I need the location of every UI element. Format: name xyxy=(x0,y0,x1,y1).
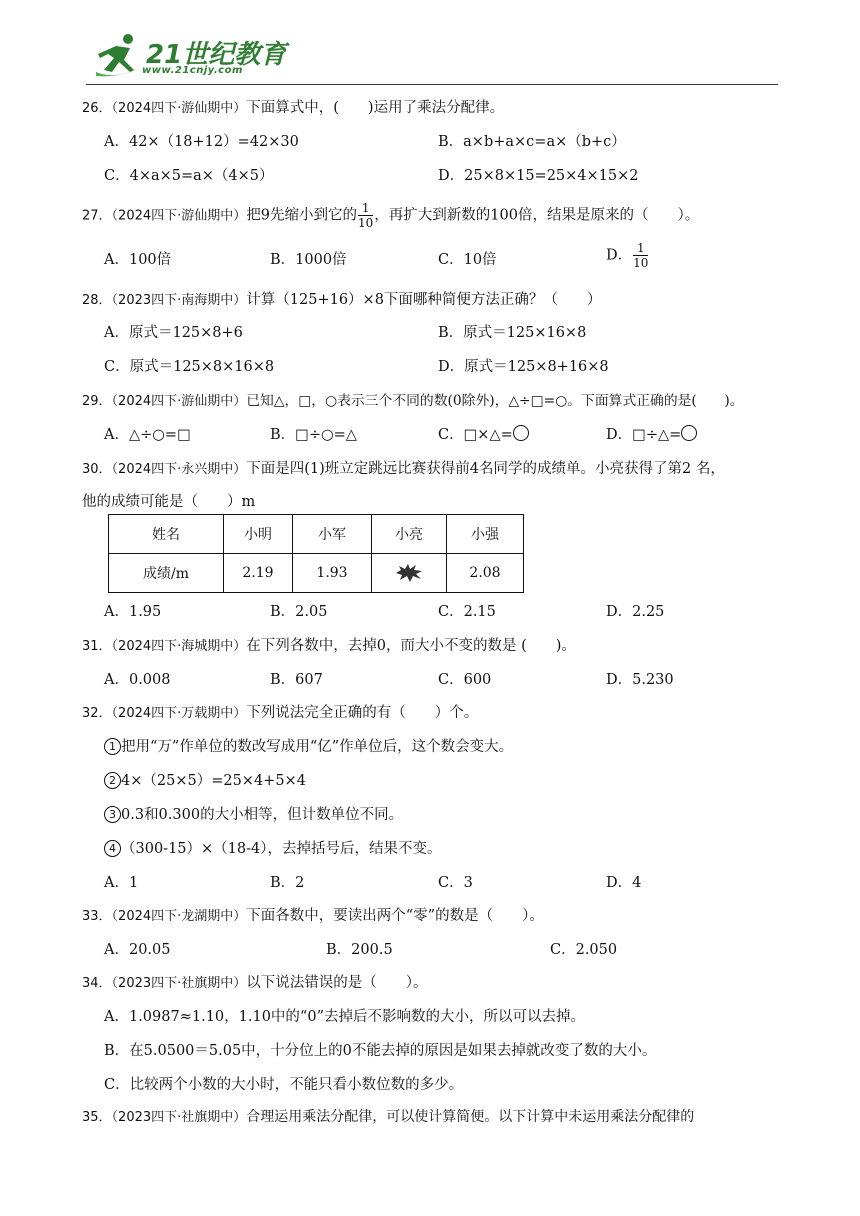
option-33-b[interactable]: B．200.5 xyxy=(326,942,393,958)
option-32-d[interactable]: D．4 xyxy=(606,875,642,891)
circle-icon xyxy=(681,425,697,441)
option-33-c[interactable]: C．2.050 xyxy=(550,942,618,958)
option-26-b[interactable]: B．a×b+a×c=a×（b+c） xyxy=(438,134,626,150)
option-32-a[interactable]: A．1 xyxy=(104,875,139,891)
statement-2: 2 4×（25×5）=25×4+5×4 xyxy=(104,769,306,790)
question-27: 27．（2024四下·游仙期中）把9先缩小到它的 $\frac{1}{10}$ ，再扩大到新数的100倍，结果是原来的（ ）。 xyxy=(82,201,700,230)
question-35: 35．（2023四下·社旗期中）合理运用乘法分配律，可以使计算简便。以下计算中未运用乘法分配律的 xyxy=(82,1109,695,1125)
table-cell-hidden xyxy=(372,554,447,593)
option-33-a[interactable]: A．20.05 xyxy=(104,942,171,958)
question-33: 33．（2024四下·龙湖期中）下面各数中，要读出两个“零”的数是（ ）。 xyxy=(82,908,544,924)
statement-3: 3 0.3和0.300的大小相等，但计数单位不同。 xyxy=(104,803,403,824)
question-28: 28．（2023四下·南海期中）计算（125+16）×8下面哪种简便方法正确？（ ） xyxy=(82,292,602,308)
option-29-c[interactable]: C．□×△= xyxy=(438,423,529,444)
option-26-c[interactable]: C．4×a×5=a×（4×5） xyxy=(104,168,274,184)
option-27-b[interactable]: B．1000倍 xyxy=(270,252,347,268)
option-28-d[interactable]: D．原式＝125×8+16×8 xyxy=(438,359,609,375)
question-32: 32．（2024四下·万载期中）下列说法完全正确的有（ ）个。 xyxy=(82,705,479,721)
table-cell: 成绩/m xyxy=(109,554,224,593)
option-34-b[interactable]: B．在5.0500＝5.05中，十分位上的0不能去掉的原因是如果去掉就改变了数的大小。 xyxy=(104,1043,657,1059)
option-34-a[interactable]: A．1.0987≈1.10，1.10中的“0”去掉后不影响数的大小，所以可以去掉。 xyxy=(104,1009,585,1025)
table-row xyxy=(109,554,524,593)
score-table xyxy=(108,514,524,593)
table-header-cell: 小强 xyxy=(447,515,524,554)
option-28-b[interactable]: B．原式＝125×16×8 xyxy=(438,325,587,341)
option-30-d[interactable]: D．2.25 xyxy=(606,604,665,620)
table-row xyxy=(109,515,524,554)
option-31-a[interactable]: A．0.008 xyxy=(104,672,171,688)
circle-icon xyxy=(513,425,529,441)
brand-logo-text: 21世纪教育 xyxy=(146,40,287,70)
table-cell: 2.19 xyxy=(224,554,293,593)
option-29-a[interactable]: A．△÷○=□ xyxy=(104,427,191,443)
table-header-cell: 姓名 xyxy=(109,515,224,554)
option-26-a[interactable]: A．42×（18+12）=42×30 xyxy=(104,134,299,150)
option-27-a[interactable]: A．100倍 xyxy=(104,252,172,268)
ink-blot-icon xyxy=(394,564,424,582)
option-31-d[interactable]: D．5.230 xyxy=(606,672,674,688)
question-34: 34．（2023四下·社旗期中）以下说法错误的是（ ）。 xyxy=(82,975,428,991)
option-31-c[interactable]: C．600 xyxy=(438,672,492,688)
question-30-line2: 他的成绩可能是（ ）m xyxy=(82,494,256,510)
option-32-c[interactable]: C．3 xyxy=(438,875,473,891)
table-header-cell: 小明 xyxy=(224,515,293,554)
question-29: 29．（2024四下·游仙期中）已知△，□，○表示三个不同的数(0除外)，△÷□=○。下面算式正确的是( )。 xyxy=(82,393,744,409)
table-cell: 1.93 xyxy=(293,554,372,593)
header-divider xyxy=(86,84,778,85)
option-30-a[interactable]: A．1.95 xyxy=(104,604,162,620)
option-31-b[interactable]: B．607 xyxy=(270,672,323,688)
statement-4: 4 （300-15）×（18-4），去掉括号后，结果不变。 xyxy=(104,837,442,858)
question-26: 26．（2024四下·游仙期中）下面算式中，( )运用了乘法分配律。 xyxy=(82,100,505,116)
brand-site-url: www.21cnjy.com xyxy=(142,65,243,76)
option-29-b[interactable]: B．□÷○=△ xyxy=(270,427,357,443)
question-30: 30．（2024四下·永兴期中）下面是四(1)班立定跳远比赛获得前4名同学的成绩单。小亮获得了第2 名， xyxy=(82,461,725,477)
table-header-cell: 小亮 xyxy=(372,515,447,554)
page-header xyxy=(86,32,778,86)
option-27-d[interactable]: D． $\frac{1}{10}$ xyxy=(606,241,649,270)
option-30-b[interactable]: B．2.05 xyxy=(270,604,328,620)
fraction: $\frac{1}{10}$ xyxy=(358,201,374,230)
question-31: 31．（2024四下·海城期中）在下列各数中，去掉0，而大小不变的数是 ( )。 xyxy=(82,638,576,654)
option-30-c[interactable]: C．2.15 xyxy=(438,604,496,620)
option-26-d[interactable]: D．25×8×15=25×4×15×2 xyxy=(438,168,639,184)
statement-1: 1 把用“万”作单位的数改写成用“亿”作单位后，这个数会变大。 xyxy=(104,735,513,756)
option-28-c[interactable]: C．原式＝125×8×16×8 xyxy=(104,359,275,375)
table-cell: 2.08 xyxy=(447,554,524,593)
option-28-a[interactable]: A．原式＝125×8+6 xyxy=(104,325,243,341)
option-27-c[interactable]: C．10倍 xyxy=(438,252,497,268)
option-29-d[interactable]: D．□÷△= xyxy=(606,423,697,444)
option-32-b[interactable]: B．2 xyxy=(270,875,305,891)
table-header-cell: 小军 xyxy=(293,515,372,554)
option-34-c[interactable]: C．比较两个小数的大小时，不能只看小数位数的多少。 xyxy=(104,1077,464,1093)
